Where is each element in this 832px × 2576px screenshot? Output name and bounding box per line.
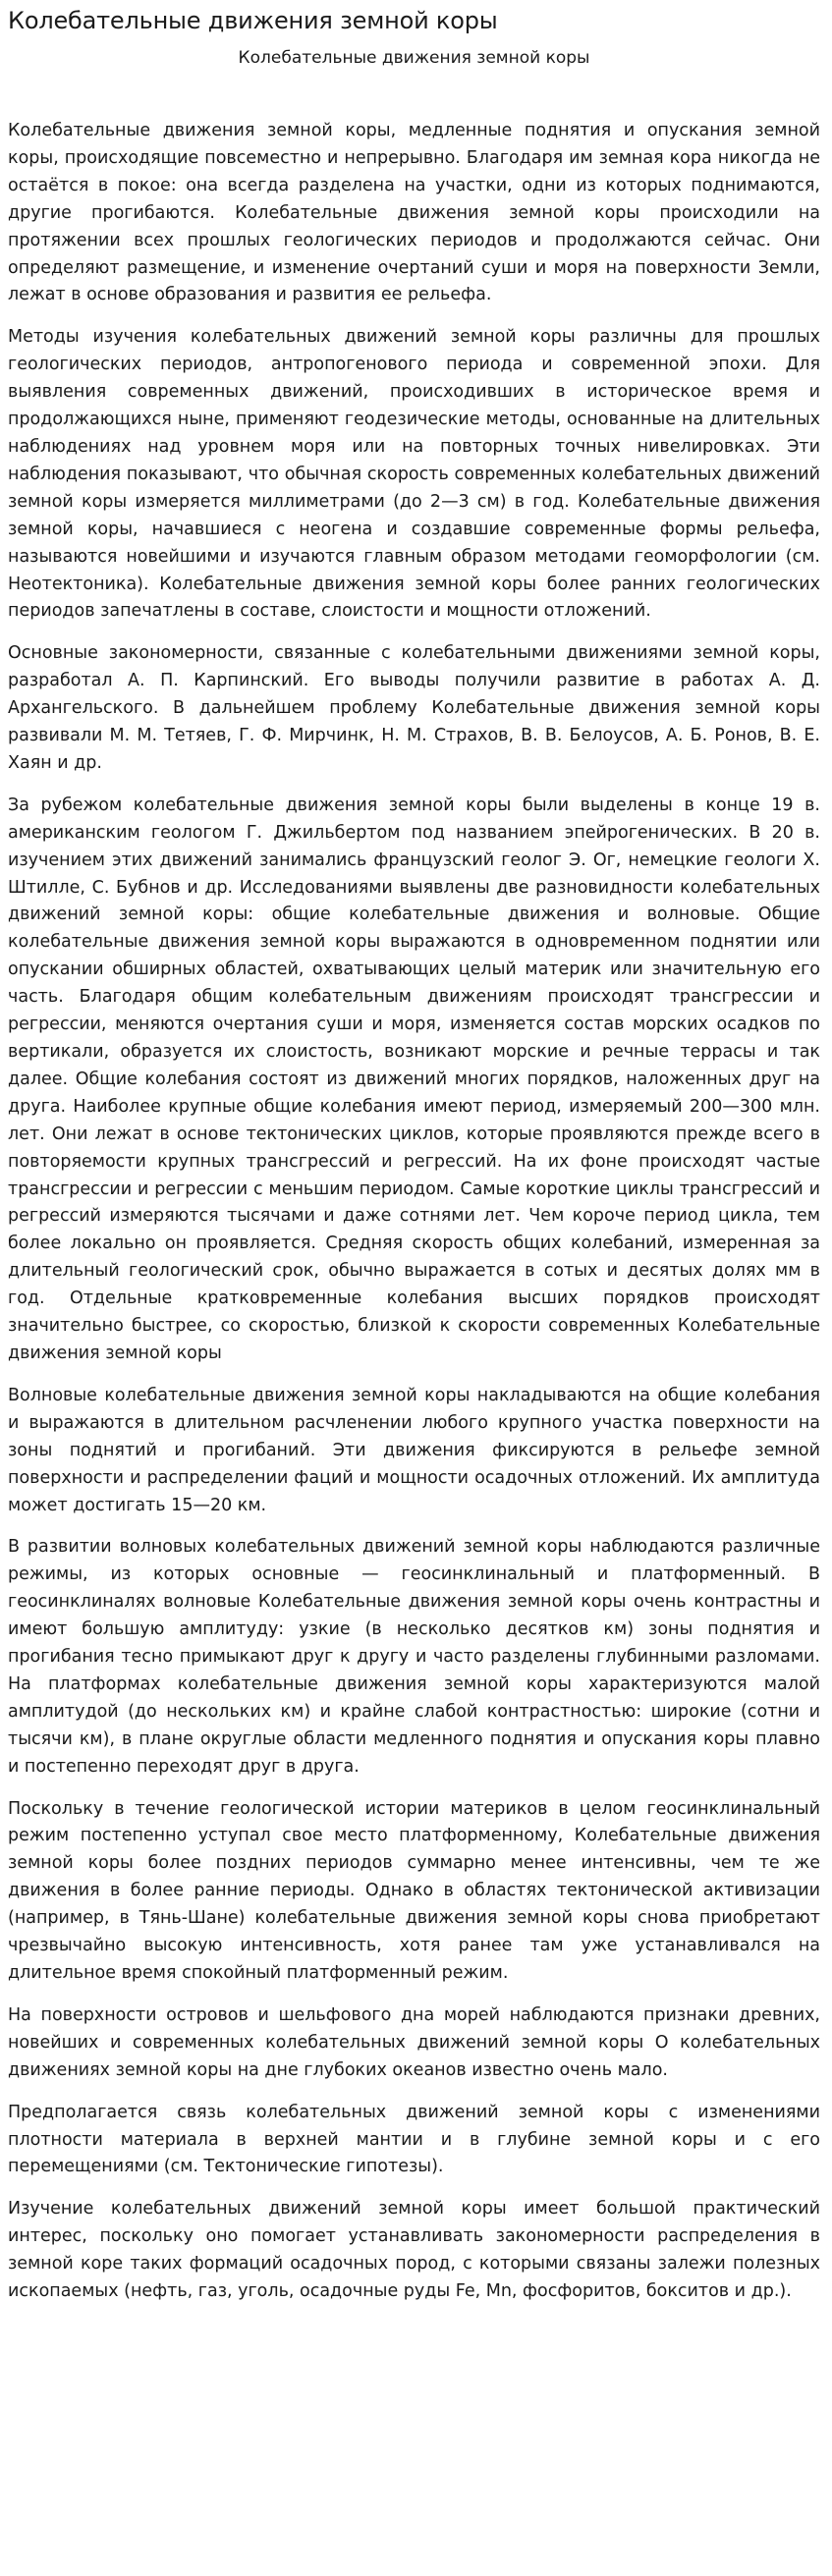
- page-title: Колебательные движения земной коры: [8, 7, 498, 34]
- paragraph: Методы изучения колебательных движений земной коры различны для прошлых геологических периодов, антропогенового периода и современной эпохи. Для выявления современных движений, происходивших в историческое время и продолжающихся ныне, применяют геодезические методы, основанные на длительных наблюдениях над уровнем моря или на повторных точных нивелировках. Эти наблюдения показывают, что обычная скорость современных колебательных движений земной коры измеряется миллиметрами (до 2—3 см) в год. Колебательные движения земной коры, начавшиеся с неогена и создавшие современные формы рельефа, называются новейшими и изучаются главным образом методами геоморфологии (см. Неотектоника). Колебательные движения земной коры более ранних геологических периодов запечатлены в составе, слоистости и мощности отложений.: [8, 327, 820, 622]
- paragraph: В развитии волновых колебательных движений земной коры наблюдаются различные режимы, из которых основные — геосинклинальный и платформенный. В геосинклиналях волновые Колебательные движения земной коры очень контрастны и имеют большую амплитуду: узкие (в несколько десятков км) зоны поднятия и прогибания тесно примыкают друг к другу и часто разделены глубинными разломами. На платформах колебательные движения земной коры характеризуются малой амплитудой (до нескольких км) и крайне слабой контрастностью: широкие (сотни и тысячи км), в плане округлые области медленного поднятия и опускания коры плавно и постепенно переходят друг в друга.: [8, 1537, 820, 1777]
- paragraph: Изучение колебательных движений земной коры имеет большой практический интерес, поскольку оно помогает устанавливать закономерности распределения в земной коре таких формаций осадочных пород, с которыми связаны залежи полезных ископаемых (нефть, газ, уголь, осадочные руды Fe, Mn, фосфоритов, бокситов и др.).: [8, 2199, 820, 2302]
- paragraph: Поскольку в течение геологической истории материков в целом геосинклинальный режим постепенно уступал свое место платформенному, Колебательные движения земной коры более поздних периодов суммарно менее интенсивны, чем те же движения в более ранние периоды. Однако в областях тектонической активизации (например, в Тянь-Шане) колебательные движения земной коры снова приобретают чрезвычайно высокую интенсивность, хотя ранее там уже устанавливался на длительное время спокойный платформенный режим.: [8, 1798, 820, 1983]
- paragraph: Колебательные движения земной коры, медленные поднятия и опускания земной коры, происходящие повсеместно и непрерывно. Благодаря им земная кора никогда не остаётся в покое: она всегда разделена на участки, одни из которых поднимаются, другие прогибаются. Колебательные движения земной коры происходили на протяжении всех прошлых геологических периодов и продолжаются сейчас. Они определяют размещение, и изменение очертаний суши и моря на поверхности Земли, лежат в основе образования и развития ее рельефа.: [8, 121, 820, 305]
- article-body: [8, 118, 820, 2306]
- paragraph: На поверхности островов и шельфового дна морей наблюдаются признаки древних, новейших и современных колебательных движений земной коры О колебательных движениях земной коры на дне глубоких океанов известно очень мало.: [8, 2004, 820, 2080]
- paragraph: За рубежом колебательные движения земной коры были выделены в конце 19 в. американским геологом Г. Джильбертом под названием эпейрогенических. В 20 в. изучением этих движений занимались французский геолог Э. Ог, немецкие геологи Х. Штилле, С. Бубнов и др. Исследованиями выявлены две разновидности колебательных движений земной коры: общие колебательные движения и волновые. Общие колебательные движения земной коры выражаются в одновременном поднятии или опускании обширных областей, охватывающих целый материк или значительную его часть. Благодаря общим колебательным движениям происходят трансгрессии и регрессии, меняются очертания суши и моря, изменяется состав морских осадков по вертикали, образуется их слоистость, возникают морские и речные террасы и так далее. Общие колебания состоят из движений многих порядков, наложенных друг на друга. Наиболее крупные общие колебания имеют период, измеряемый 200—300 млн. лет. Они лежат в основе тектонических циклов, которые проявляются прежде всего в повторяемости крупных трансгрессий и регрессий. На их фоне происходят частые трансгрессии и регрессии с меньшим периодом. Самые короткие циклы трансгрессий и регрессий измеряются тысячами и даже сотнями лет. Чем короче период цикла, тем более локально он проявляется. Средняя скорость общих колебаний, измеренная за длительный геологический срок, обычно выражается в сотых и десятых долях мм в год. Отдельные кратковременные колебания высших порядков происходят значительно быстрее, со скоростью, близкой к скорости современных Колебательные движения земной коры: [8, 795, 820, 1363]
- paragraph: Волновые колебательные движения земной коры накладываются на общие колебания и выражаются в длительном расчленении любого крупного участка поверхности на зоны поднятий и прогибаний. Эти движения фиксируются в рельефе земной поверхности и распределении фаций и мощности осадочных отложений. Их амплитуда может достигать 15—20 км.: [8, 1385, 820, 1515]
- paragraph: Основные закономерности, связанные с колебательными движениями земной коры, разработал А. П. Карпинский. Его выводы получили развитие в работах А. Д. Архангельского. В дальнейшем проблему Колебательные движения земной коры развивали М. М. Тетяев, Г. Ф. Мирчинк, Н. М. Страхов, В. В. Белоусов, А. Б. Ронов, В. Е. Хаян и др.: [8, 643, 820, 773]
- paragraph: Предполагается связь колебательных движений земной коры с изменениями плотности материала в верхней мантии и в глубине земной коры и с его перемещениями (см. Тектонические гипотезы).: [8, 2102, 820, 2177]
- article-subtitle: Колебательные движения земной коры: [238, 48, 590, 68]
